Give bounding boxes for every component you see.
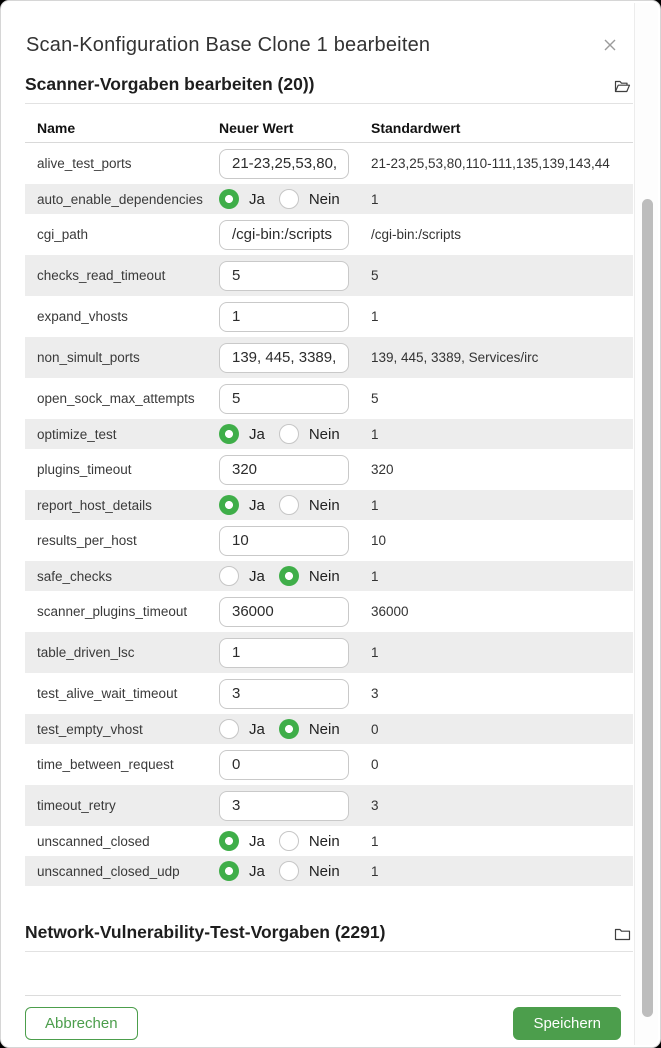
param-row xyxy=(25,632,633,673)
radio-no[interactable] xyxy=(279,495,299,515)
fold-toggle-button[interactable] xyxy=(614,927,633,943)
param-row xyxy=(25,419,633,449)
param-default-value: 0 xyxy=(371,721,379,737)
param-name: alive_test_ports xyxy=(37,156,132,171)
radio-no-label[interactable]: Nein xyxy=(308,720,340,738)
param-radio-group xyxy=(219,831,371,851)
param-name: timeout_retry xyxy=(37,798,116,813)
radio-yes-label[interactable]: Ja xyxy=(249,190,265,208)
radio-no[interactable] xyxy=(279,831,299,851)
param-value-input[interactable] xyxy=(219,679,349,709)
param-radio-group xyxy=(219,719,371,739)
param-row xyxy=(25,785,633,826)
radio-no[interactable] xyxy=(279,861,299,881)
param-value-cell xyxy=(219,302,371,332)
param-default-value: 0 xyxy=(371,757,379,772)
param-default-value: 36000 xyxy=(371,604,409,619)
param-row xyxy=(25,214,633,255)
param-name: scanner_plugins_timeout xyxy=(37,604,188,619)
param-value-cell xyxy=(219,638,371,668)
param-row xyxy=(25,856,633,886)
param-value-cell xyxy=(219,679,371,709)
param-name: checks_read_timeout xyxy=(37,268,166,283)
column-header-new-value: Neuer Wert xyxy=(219,120,294,136)
param-value-input[interactable] xyxy=(219,149,349,179)
param-default-value: 5 xyxy=(371,268,379,283)
param-default-value: 1 xyxy=(371,309,379,324)
fold-toggle-button[interactable] xyxy=(614,79,633,95)
radio-yes-label[interactable]: Ja xyxy=(249,832,265,850)
radio-no-label[interactable]: Nein xyxy=(308,832,340,850)
param-value-input[interactable] xyxy=(219,638,349,668)
param-default-value: 10 xyxy=(371,533,387,548)
param-name: open_sock_max_attempts xyxy=(37,391,195,406)
param-name: non_simult_ports xyxy=(37,350,140,365)
param-default-value: 1 xyxy=(371,497,379,513)
param-value-cell xyxy=(219,750,371,780)
param-value-input[interactable] xyxy=(219,261,349,291)
param-name: test_alive_wait_timeout xyxy=(37,686,178,701)
param-default-value: 1 xyxy=(371,568,379,584)
param-default-value: 139, 445, 3389, Services/irc xyxy=(371,350,539,365)
param-name: time_between_request xyxy=(37,757,174,772)
param-row xyxy=(25,826,633,856)
param-row xyxy=(25,714,633,744)
param-value-input[interactable] xyxy=(219,791,349,821)
save-button[interactable]: Speichern xyxy=(513,1007,621,1040)
radio-yes[interactable] xyxy=(219,189,239,209)
param-default-value: 1 xyxy=(371,833,379,849)
radio-yes-label[interactable]: Ja xyxy=(249,425,265,443)
param-row xyxy=(25,490,633,520)
param-default-value: /cgi-bin:/scripts xyxy=(371,227,462,242)
radio-yes-label[interactable]: Ja xyxy=(249,496,265,514)
close-button[interactable] xyxy=(602,37,618,53)
folder-open-icon xyxy=(614,79,631,94)
param-value-cell xyxy=(219,149,371,179)
column-header-default-value: Standardwert xyxy=(371,120,461,136)
param-value-input[interactable] xyxy=(219,302,349,332)
radio-yes[interactable] xyxy=(219,566,239,586)
param-row xyxy=(25,255,633,296)
radio-no-label[interactable]: Nein xyxy=(308,496,340,514)
radio-no-label[interactable]: Nein xyxy=(308,190,340,208)
radio-yes[interactable] xyxy=(219,861,239,881)
radio-yes[interactable] xyxy=(219,719,239,739)
param-name: unscanned_closed_udp xyxy=(37,863,180,879)
radio-yes-label[interactable]: Ja xyxy=(249,720,265,738)
cancel-button[interactable]: Abbrechen xyxy=(25,1007,138,1040)
param-value-cell xyxy=(219,597,371,627)
close-icon xyxy=(602,37,618,53)
param-name: optimize_test xyxy=(37,426,117,442)
param-value-input[interactable] xyxy=(219,750,349,780)
table-body xyxy=(25,143,633,886)
radio-no-label[interactable]: Nein xyxy=(308,862,340,880)
param-radio-group xyxy=(219,566,371,586)
param-default-value: 1 xyxy=(371,426,379,442)
param-value-input[interactable] xyxy=(219,597,349,627)
param-name: auto_enable_dependencies xyxy=(37,191,203,207)
param-row xyxy=(25,744,633,785)
param-row xyxy=(25,449,633,490)
param-default-value: 21-23,25,53,80,110-111,135,139,143,44 xyxy=(371,156,610,171)
param-default-value: 5 xyxy=(371,391,379,406)
section-title: Scanner-Vorgaben bearbeiten (20)) xyxy=(25,74,315,94)
radio-yes-label[interactable]: Ja xyxy=(249,862,265,880)
param-row xyxy=(25,378,633,419)
param-row xyxy=(25,520,633,561)
param-name: report_host_details xyxy=(37,497,152,513)
folder-closed-icon xyxy=(614,927,631,942)
param-row xyxy=(25,184,633,214)
param-default-value: 1 xyxy=(371,645,379,660)
param-radio-group xyxy=(219,189,371,209)
param-name: table_driven_lsc xyxy=(37,645,135,660)
param-name: cgi_path xyxy=(37,227,89,242)
param-value-input[interactable] xyxy=(219,526,349,556)
param-row xyxy=(25,143,633,184)
dialog-title: Scan-Konfiguration Base Clone 1 bearbeiten xyxy=(26,34,431,56)
section-title: Network-Vulnerability-Test-Vorgaben (2291) xyxy=(25,922,386,942)
param-default-value: 1 xyxy=(371,863,379,879)
param-radio-group xyxy=(219,861,371,881)
param-value-cell xyxy=(219,791,371,821)
radio-yes[interactable] xyxy=(219,831,239,851)
param-name: expand_vhosts xyxy=(37,309,128,324)
param-value-cell xyxy=(219,526,371,556)
param-radio-group xyxy=(219,495,371,515)
param-default-value: 3 xyxy=(371,686,379,701)
param-row xyxy=(25,296,633,337)
radio-no-label[interactable]: Nein xyxy=(308,425,340,443)
param-name: results_per_host xyxy=(37,533,137,548)
radio-no[interactable] xyxy=(279,424,299,444)
param-value-cell xyxy=(219,220,371,250)
param-value-cell xyxy=(219,261,371,291)
dialog-footer xyxy=(25,995,621,1040)
section-scanner-preferences xyxy=(25,74,633,104)
table-header-row xyxy=(25,114,633,143)
param-radio-group xyxy=(219,424,371,444)
radio-no[interactable] xyxy=(279,566,299,586)
param-name: plugins_timeout xyxy=(37,462,132,477)
section-nvt-preferences xyxy=(25,922,633,952)
radio-no[interactable] xyxy=(279,719,299,739)
param-value-input[interactable] xyxy=(219,455,349,485)
param-default-value: 320 xyxy=(371,462,394,477)
param-row xyxy=(25,561,633,591)
param-name: safe_checks xyxy=(37,568,113,584)
param-value-cell xyxy=(219,384,371,414)
param-value-cell xyxy=(219,343,371,373)
param-name: unscanned_closed xyxy=(37,833,150,849)
param-row xyxy=(25,337,633,378)
param-row xyxy=(25,591,633,632)
scanner-preferences-table xyxy=(25,114,633,886)
radio-yes[interactable] xyxy=(219,495,239,515)
param-value-cell xyxy=(219,455,371,485)
param-default-value: 1 xyxy=(371,191,379,207)
scrollbar-thumb[interactable] xyxy=(642,199,653,1017)
radio-no-label[interactable]: Nein xyxy=(308,567,340,585)
param-value-input[interactable] xyxy=(219,384,349,414)
scrollbar-track[interactable] xyxy=(634,3,658,1045)
param-value-input[interactable] xyxy=(219,220,349,250)
param-value-input[interactable] xyxy=(219,343,349,373)
param-default-value: 3 xyxy=(371,798,379,813)
radio-yes-label[interactable]: Ja xyxy=(249,567,265,585)
param-name: test_empty_vhost xyxy=(37,721,143,737)
column-header-name: Name xyxy=(37,120,76,136)
radio-no[interactable] xyxy=(279,189,299,209)
radio-yes[interactable] xyxy=(219,424,239,444)
param-row xyxy=(25,673,633,714)
